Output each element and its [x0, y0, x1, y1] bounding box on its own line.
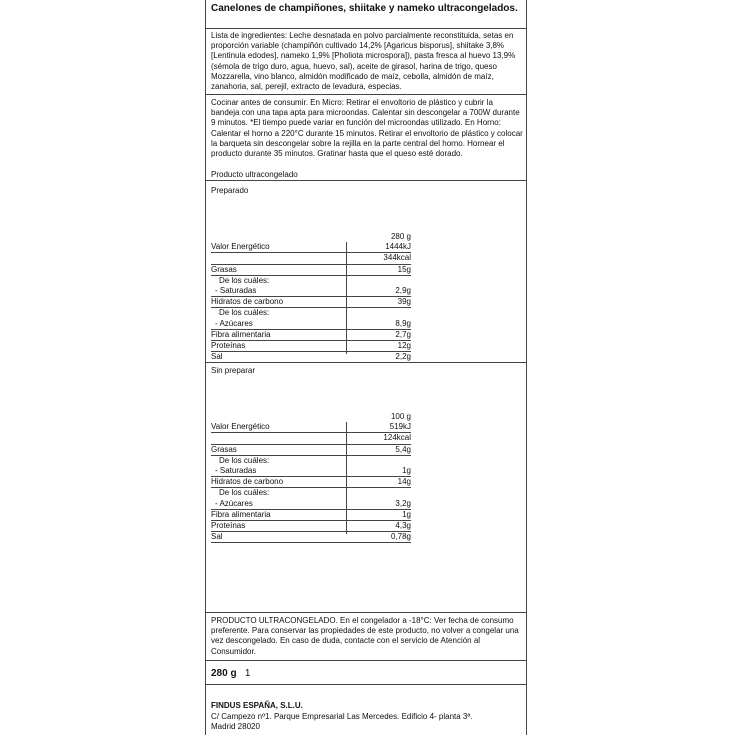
table-row: 344kcal — [211, 253, 411, 264]
unprepared-nutrition-table — [211, 412, 411, 543]
unprepared-heading: Sin preparar — [211, 366, 256, 375]
net-weight — [211, 668, 250, 679]
ingredients-divider — [206, 94, 526, 95]
weight-divider — [206, 684, 526, 685]
unprepared-portion: 100 g — [390, 412, 411, 421]
table-row: Grasas 15g — [211, 265, 411, 276]
table-row: Proteínas 12g — [211, 341, 411, 352]
title-divider — [206, 28, 526, 29]
company-address-line2: Madrid 28020 — [211, 722, 260, 731]
prepared-column-divider — [346, 242, 347, 354]
table-row: De los cuáles: — [219, 308, 270, 318]
table-row: Valor Energético 519kJ — [211, 422, 411, 433]
table-row: 124kcal — [211, 433, 411, 444]
company-address-line1: C/ Campezo nº1. Parque Empresarial Las Mercedes. Edificio 4- planta 3ª. — [211, 712, 473, 721]
prepared-portion-row — [211, 232, 411, 242]
table-row: Valor Energético 1444kJ — [211, 242, 411, 253]
product-type-divider — [206, 180, 526, 181]
table-row: Fibra alimentaria 1g — [211, 510, 411, 521]
table-row: - Azúcares 3,2g — [211, 499, 411, 510]
table-row: Hidratos de carbono 39g — [211, 297, 411, 308]
company-name: FINDUS ESPAÑA, S.L.U. — [211, 701, 303, 710]
unprepared-portion-row — [211, 412, 411, 422]
storage-divider — [206, 660, 526, 661]
product-type: Producto ultracongelado — [211, 170, 298, 179]
unit-count: 1 — [244, 668, 251, 679]
storage-instructions: PRODUCTO ULTRACONGELADO. En el congelador a -18°C: Ver fecha de consumo preferente. Para conservar las propiedades de este producto, no volver a congelar una vez descongelado. En caso de duda, contacte con el servicio de Atención al Consumidor. — [211, 616, 521, 656]
table-row: Sal 0,78g — [211, 532, 411, 543]
prepared-heading: Preparado — [211, 186, 249, 195]
ingredients-text: Lista de ingredientes: Leche desnatada en polvo parcialmente reconstituida, setas en proporción variable (champiñón cultivado 14,2% [Agaricus bisporus], shiitake 3,8% [Lentinula edodes], nameko 1,9% [Pholiota microspora]), pasta fresca al huevo 13,9% (sémola de trigo duro, agua, huevo, sal), aceite de girasol, harina de trigo, queso Mozzarella, vino blanco, almidón modificado de maíz, cebolla, almidón de maíz, zanahoria, sal, perejil, extracto de levadura, especias. — [211, 31, 518, 92]
cooking-instructions: Cocinar antes de consumir. En Micro: Retirar el envoltorio de plástico y cubrir la bandeja con una tapa apta para microondas. Calentar sin descongelar a 700W durante 9 minutos. *El tiempo puede variar en función del microondas utilizado. En Horno: Calentar el horno a 220°C durante 15 minutos. Retirar el envoltorio de plástico y colocar la barqueta sin descongelar sobre la rejilla en la parte central del horno. Hornear el producto durante 35 minutos. Gratinar hasta que el queso esté dorado. — [211, 98, 526, 159]
table-row: Fibra alimentaria 2,7g — [211, 330, 411, 341]
table-row: Sal 2,2g — [211, 352, 411, 363]
product-title: Canelones de champiñones, shiitake y nameko ultracongelados. — [211, 3, 518, 14]
table-row: Proteínas 4,3g — [211, 521, 411, 532]
unprepared-column-divider — [346, 422, 347, 534]
prepared-nutrition-table — [211, 232, 411, 363]
table-row: Grasas 5,4g — [211, 445, 411, 456]
table-row: - Saturadas 1g — [211, 466, 411, 477]
nutrition-divider — [206, 612, 526, 613]
table-row: De los cuáles: — [219, 455, 270, 465]
prepared-portion: 280 g — [390, 232, 411, 241]
net-weight-amount: 280 g — [211, 668, 237, 679]
table-row: - Saturadas 2,9g — [211, 286, 411, 297]
table-row: - Azúcares 8,9g — [211, 319, 411, 330]
prepared-divider — [206, 362, 526, 363]
table-row: De los cuáles: — [219, 488, 270, 498]
table-row: Hidratos de carbono 14g — [211, 477, 411, 488]
table-row: De los cuáles: — [219, 275, 270, 285]
